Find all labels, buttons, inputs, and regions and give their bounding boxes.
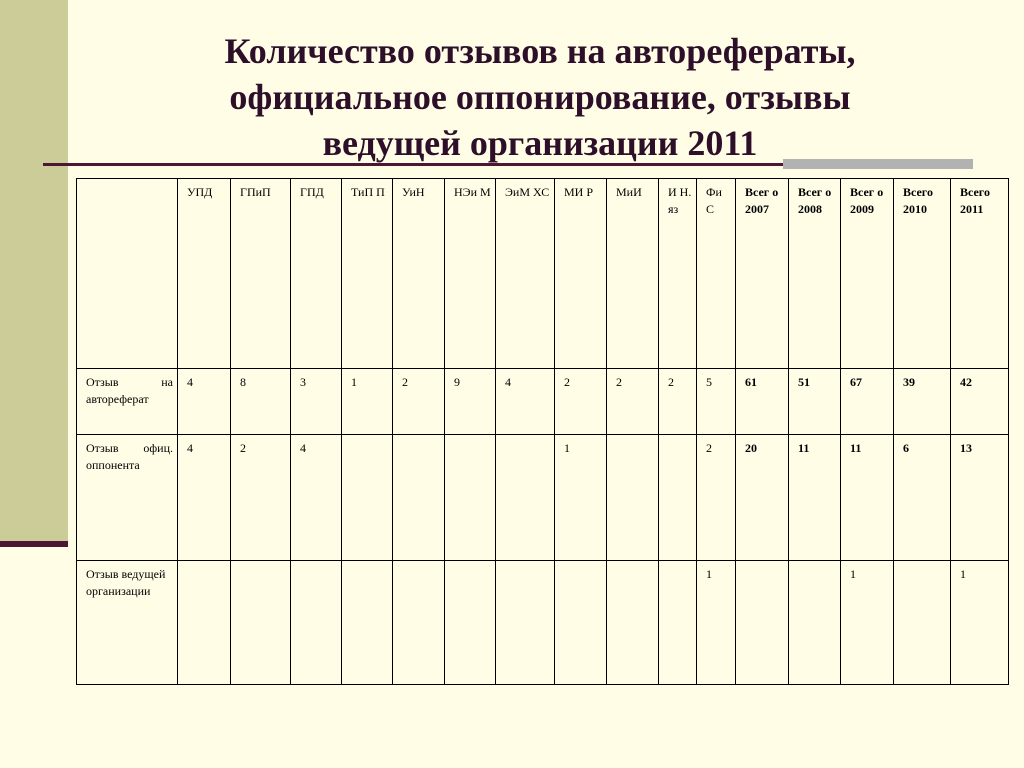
header-cell-total-2010: Всего 2010 xyxy=(894,179,951,369)
table-cell: 4 xyxy=(178,435,231,561)
table-cell xyxy=(445,561,496,685)
header-cell-total-2007: Всег о 2007 xyxy=(736,179,789,369)
table-cell: 2 xyxy=(393,369,445,435)
title-underline xyxy=(43,163,783,166)
table-row xyxy=(77,369,1009,435)
table-cell: 2 xyxy=(607,369,659,435)
header-cell-eimhs: ЭиМ ХС xyxy=(496,179,555,369)
header-cell-mir: МИ Р xyxy=(555,179,607,369)
table-cell-total: 20 xyxy=(736,435,789,561)
row-label-line: Отзыв офиц. xyxy=(86,441,173,455)
table-cell: 2 xyxy=(659,369,697,435)
table-cell-total: 61 xyxy=(736,369,789,435)
table-cell xyxy=(342,435,393,561)
table-cell xyxy=(291,561,342,685)
header-cell-fis: Фи С xyxy=(697,179,736,369)
table-cell-total: 11 xyxy=(789,435,841,561)
header-cell-total-2009: Всег о 2009 xyxy=(841,179,894,369)
side-decor-band xyxy=(0,0,68,543)
header-cell-total-2011: Всего 2011 xyxy=(951,179,1009,369)
header-cell-tipp: ТиП П xyxy=(342,179,393,369)
table-cell-total: 11 xyxy=(841,435,894,561)
table-cell: 1 xyxy=(555,435,607,561)
header-row xyxy=(77,179,1009,369)
table-cell-total: 6 xyxy=(894,435,951,561)
table-cell xyxy=(496,561,555,685)
table-cell xyxy=(607,561,659,685)
row-label-lead-org-review: Отзыв ведущей организации xyxy=(77,561,178,685)
table-cell: 1 xyxy=(697,561,736,685)
table-cell: 2 xyxy=(697,435,736,561)
table-cell-total: 67 xyxy=(841,369,894,435)
table-cell: 5 xyxy=(697,369,736,435)
table-cell-total: 1 xyxy=(951,561,1009,685)
table-cell xyxy=(555,561,607,685)
table-cell: 1 xyxy=(342,369,393,435)
row-label-line: оппонента xyxy=(86,458,140,472)
row-label-opponent-review xyxy=(77,435,178,561)
header-cell-corner xyxy=(77,179,178,369)
table-cell xyxy=(393,561,445,685)
table-cell-total: 13 xyxy=(951,435,1009,561)
slide-title xyxy=(110,28,970,166)
table-cell-total: 42 xyxy=(951,369,1009,435)
row-label-line: Отзыв на xyxy=(86,375,173,389)
slide-title-line-3: ведущей организации 2011 xyxy=(322,123,758,163)
table-cell-total xyxy=(789,561,841,685)
table-cell: 4 xyxy=(291,435,342,561)
header-cell-neim: НЭи М xyxy=(445,179,496,369)
slide-title-line-1: Количество отзывов на авторефераты, xyxy=(224,31,856,71)
table-cell-total: 1 xyxy=(841,561,894,685)
table-cell: 2 xyxy=(231,435,291,561)
table-cell xyxy=(178,561,231,685)
table-row xyxy=(77,561,1009,685)
header-cell-inyaz: И Н. яз xyxy=(659,179,697,369)
side-decor-rule xyxy=(0,541,68,547)
table-cell xyxy=(496,435,555,561)
table-cell xyxy=(607,435,659,561)
table-cell-total: 51 xyxy=(789,369,841,435)
reviews-table xyxy=(76,178,1009,685)
table-cell: 4 xyxy=(178,369,231,435)
table-cell-total xyxy=(736,561,789,685)
table-cell: 9 xyxy=(445,369,496,435)
header-cell-mii: МиИ xyxy=(607,179,659,369)
table-row xyxy=(77,435,1009,561)
table-cell xyxy=(342,561,393,685)
row-label-abstract-review xyxy=(77,369,178,435)
header-cell-gpip: ГПиП xyxy=(231,179,291,369)
table-cell xyxy=(231,561,291,685)
header-cell-upd: УПД xyxy=(178,179,231,369)
table-cell-total xyxy=(894,561,951,685)
title-gray-bar xyxy=(783,159,973,169)
table-cell-total: 39 xyxy=(894,369,951,435)
table-cell: 3 xyxy=(291,369,342,435)
row-label-line: автореферат xyxy=(86,392,149,406)
header-cell-uin: УиН xyxy=(393,179,445,369)
table-cell: 4 xyxy=(496,369,555,435)
table-cell: 8 xyxy=(231,369,291,435)
header-cell-gpd: ГПД xyxy=(291,179,342,369)
table-cell xyxy=(659,561,697,685)
table-cell xyxy=(445,435,496,561)
table-cell xyxy=(659,435,697,561)
table-cell: 2 xyxy=(555,369,607,435)
header-cell-total-2008: Всег о 2008 xyxy=(789,179,841,369)
slide-title-line-2: официальное оппонирование, отзывы xyxy=(229,77,851,117)
table-cell xyxy=(393,435,445,561)
